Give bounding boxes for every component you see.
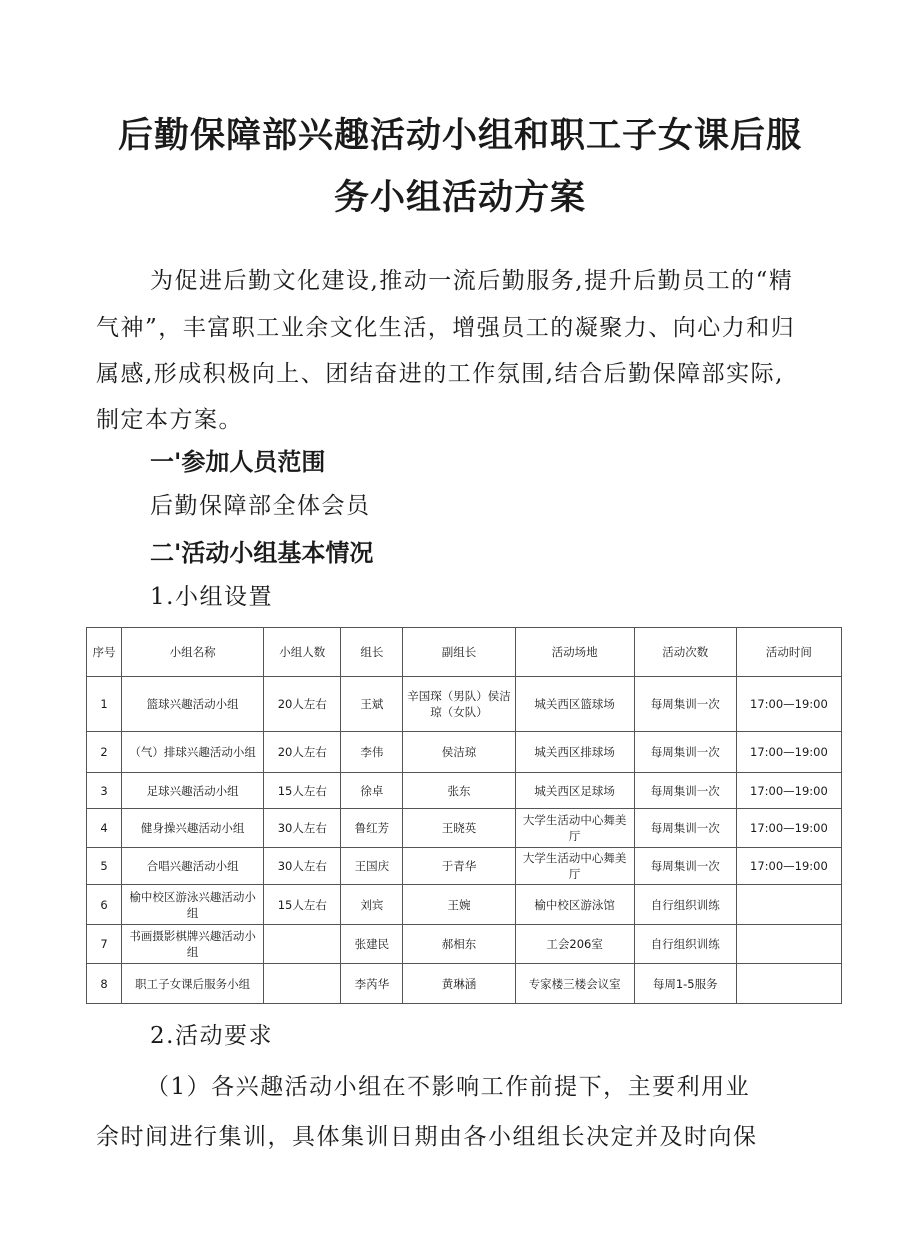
header-index: 序号: [87, 628, 122, 677]
cell-time: 17:00—19:00: [736, 773, 841, 809]
table-row: [87, 773, 842, 809]
table-row: [87, 885, 842, 925]
cell-group-size: [264, 964, 341, 1004]
intro-line-2: 气神”，丰富职工业余文化生活，增强员工的凝聚力、向心力和归: [96, 315, 796, 341]
header-venue: 活动场地: [515, 628, 634, 677]
cell-time: 17:00—19:00: [736, 848, 841, 885]
cell-time: 17:00—19:00: [736, 732, 841, 773]
cell-time: [736, 885, 841, 925]
cell-venue: 榆中校区游泳馆: [515, 885, 634, 925]
cell-venue: 大学生活动中心舞美厅: [515, 848, 634, 885]
cell-frequency: 每周集训一次: [634, 809, 736, 848]
cell-deputy-leader: 侯洁琼: [403, 732, 515, 773]
cell-group-size: 20人左右: [264, 677, 341, 732]
cell-deputy-leader: 郝相东: [403, 925, 515, 964]
cell-deputy-leader: 王晓英: [403, 809, 515, 848]
cell-deputy-leader: 黄琳涵: [403, 964, 515, 1004]
cell-index: 7: [87, 925, 122, 964]
header-group-name: 小组名称: [122, 628, 264, 677]
cell-index: 4: [87, 809, 122, 848]
cell-time: [736, 925, 841, 964]
section-1-content: 后勤保障部全体会员: [150, 493, 371, 519]
intro-line-3: 属感,形成积极向上、团结奋进的工作氛围,结合后勤保障部实际,: [96, 361, 784, 387]
section-1-heading: 一'参加人员范围: [150, 448, 326, 476]
cell-index: 3: [87, 773, 122, 809]
cell-time: [736, 964, 841, 1004]
table-row: [87, 809, 842, 848]
cell-group-name: 榆中校区游泳兴趣活动小组: [122, 885, 264, 925]
requirements-line-2: 余时间进行集训，具体集训日期由各小组组长决定并及时向保: [96, 1124, 758, 1150]
subsection-activity-requirements: 2.活动要求: [150, 1023, 273, 1049]
cell-leader: 王国庆: [341, 848, 403, 885]
cell-group-size: 30人左右: [264, 848, 341, 885]
subsection-group-settings: 1.小组设置: [150, 584, 273, 610]
cell-venue: 城关西区篮球场: [515, 677, 634, 732]
cell-group-size: [264, 925, 341, 964]
cell-deputy-leader: 辛国琛（男队）侯洁琼（女队）: [403, 677, 515, 732]
cell-deputy-leader: 于青华: [403, 848, 515, 885]
document-title-line-2: 务小组活动方案: [333, 178, 586, 218]
cell-group-name: （气）排球兴趣活动小组: [122, 732, 264, 773]
table-row: [87, 732, 842, 773]
activity-groups-table: [86, 627, 842, 1004]
cell-venue: 城关西区足球场: [515, 773, 634, 809]
cell-time: 17:00—19:00: [736, 809, 841, 848]
cell-group-size: 20人左右: [264, 732, 341, 773]
cell-leader: 刘宾: [341, 885, 403, 925]
table-row: [87, 925, 842, 964]
cell-venue: 专家楼三楼会议室: [515, 964, 634, 1004]
cell-group-size: 15人左右: [264, 773, 341, 809]
cell-frequency: 自行组织训练: [634, 885, 736, 925]
cell-frequency: 每周集训一次: [634, 732, 736, 773]
cell-index: 1: [87, 677, 122, 732]
table-header-row: [87, 628, 842, 677]
intro-line-4: 制定本方案。: [96, 407, 243, 433]
cell-time: 17:00—19:00: [736, 677, 841, 732]
cell-leader: 李伟: [341, 732, 403, 773]
cell-index: 2: [87, 732, 122, 773]
cell-leader: 李芮华: [341, 964, 403, 1004]
cell-group-name: 合唱兴趣活动小组: [122, 848, 264, 885]
intro-line-1: 为促进后勤文化建设,推动一流后勤服务,提升后勤员工的“精: [150, 268, 794, 294]
header-deputy-leader: 副组长: [403, 628, 515, 677]
cell-index: 8: [87, 964, 122, 1004]
cell-group-size: 15人左右: [264, 885, 341, 925]
cell-leader: 王斌: [341, 677, 403, 732]
cell-leader: 徐卓: [341, 773, 403, 809]
cell-group-name: 足球兴趣活动小组: [122, 773, 264, 809]
cell-leader: 张建民: [341, 925, 403, 964]
cell-venue: 工会206室: [515, 925, 634, 964]
requirements-line-1: （1）各兴趣活动小组在不影响工作前提下，主要利用业: [146, 1074, 751, 1100]
document-title-line-1: 后勤保障部兴趣活动小组和职工子女课后服: [117, 116, 802, 156]
cell-frequency: 每周集训一次: [634, 677, 736, 732]
table-row: [87, 964, 842, 1004]
cell-deputy-leader: 张东: [403, 773, 515, 809]
cell-venue: 大学生活动中心舞美厅: [515, 809, 634, 848]
cell-frequency: 每周1-5服务: [634, 964, 736, 1004]
header-time: 活动时间: [736, 628, 841, 677]
cell-frequency: 每周集训一次: [634, 848, 736, 885]
cell-frequency: 自行组织训练: [634, 925, 736, 964]
cell-index: 5: [87, 848, 122, 885]
cell-group-name: 篮球兴趣活动小组: [122, 677, 264, 732]
header-leader: 组长: [341, 628, 403, 677]
header-frequency: 活动次数: [634, 628, 736, 677]
cell-leader: 鲁红芳: [341, 809, 403, 848]
section-2-heading: 二'活动小组基本情况: [150, 539, 374, 567]
cell-group-name: 职工子女课后服务小组: [122, 964, 264, 1004]
table-row: [87, 677, 842, 732]
cell-group-name: 书画摄影棋牌兴趣活动小组: [122, 925, 264, 964]
cell-index: 6: [87, 885, 122, 925]
header-group-size: 小组人数: [264, 628, 341, 677]
cell-group-name: 健身操兴趣活动小组: [122, 809, 264, 848]
cell-deputy-leader: 王婉: [403, 885, 515, 925]
cell-venue: 城关西区排球场: [515, 732, 634, 773]
cell-frequency: 每周集训一次: [634, 773, 736, 809]
cell-group-size: 30人左右: [264, 809, 341, 848]
table-row: [87, 848, 842, 885]
